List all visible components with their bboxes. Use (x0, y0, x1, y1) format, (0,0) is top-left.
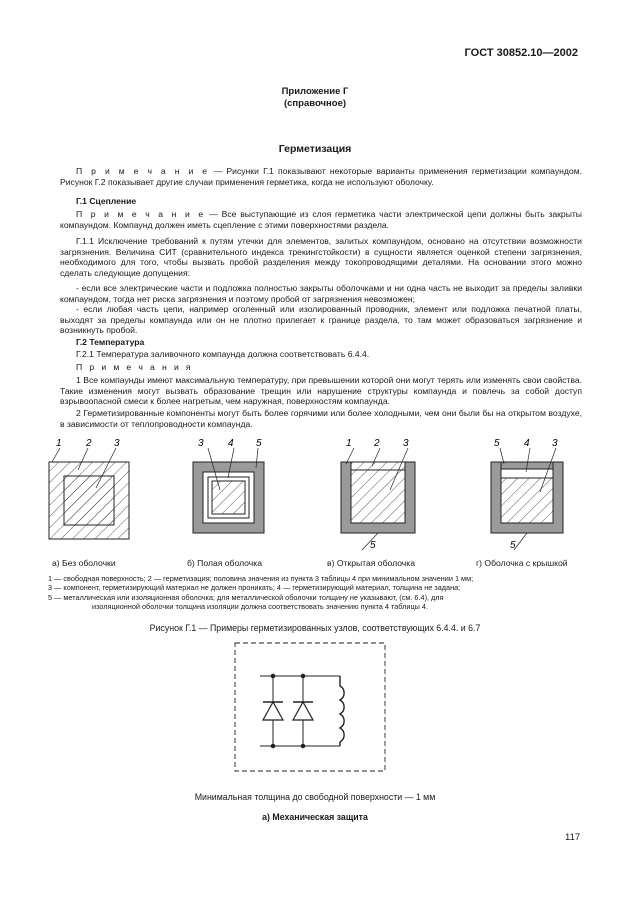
paragraph-g21: Г.2.1 Температура заливочного компаунда должна соответствовать 6.4.4. (76, 349, 370, 359)
label-3: 3 (198, 438, 204, 449)
label-2: 2 (374, 438, 380, 449)
label-5: 5 (494, 438, 500, 449)
section-title: Герметизация (278, 143, 352, 155)
note-2: П р и м е ч а н и е — Все выступающие из слоя герметика части электрической цепи должны быть закрыты компаундом. Компаунд должен иметь сцепление с этими поверхностями раздела. (60, 209, 582, 230)
figure-a-no-enclosure (49, 438, 129, 539)
diode-2-icon (293, 702, 313, 720)
figure-g2-circuit (235, 643, 385, 771)
legend-line: 3 — компонент, герметизирующий материал не должен проникать; 4 — герметизирующий материал, толщина не задана; (48, 583, 461, 593)
page-number: 117 (565, 832, 581, 843)
figure-b-hollow-enclosure (193, 438, 264, 533)
label-1: 1 (56, 438, 62, 449)
figure-g2-title: а) Механическая защита (262, 812, 368, 822)
label-4: 4 (524, 438, 530, 449)
paragraph-g11: Г.1.1 Исключение требований к путям утечки для элементов, залитых компаундом, основано на отсутствии возможности загрязнения. Величина СИТ (сравнительного индекса трекингстойкости) в сущности является оценкой степени загрязнения, необходимого для того, чтобы вызвать пробой разделения между токопроводящими деталями. На основании этого можно сделать следующие допущения: (60, 236, 582, 279)
note-item-2: 2 Герметизированные компоненты могут быть более горячими или более холодными, чем они были бы на открытом воздухе, в зависимости от теплопроводности компаунда. (60, 408, 582, 429)
figure-c-open-enclosure (341, 438, 415, 551)
note-1: П р и м е ч а н и е — Рисунки Г.1 показывают некоторые варианты применения герметизации компаундом. Рисунок Г.2 показывает другие случаи применения герметика, когда не используют оболочку. (60, 166, 582, 187)
caption-d: г) Оболочка с крышкой (476, 558, 568, 568)
annex-title: Приложение Г (281, 86, 349, 97)
standard-number: ГОСТ 30852.10—2002 (464, 47, 578, 59)
label-1: 1 (346, 438, 352, 449)
bullet-2: - если любая часть цепи, например оголенный или изолированный проводник, элемент или подложка печатной платы, выходят за пределы компаунда или он не плотно прилегает к границе раздела, то там может образоваться загрязнение и возникнуть пробой. (60, 304, 582, 336)
annex-kind: (справочное) (283, 98, 347, 109)
figure-g2-subcaption: Минимальная толщина до свободной поверхности — 1 мм (194, 792, 436, 802)
label-3: 3 (403, 438, 409, 449)
bullet-1: - если все электрические части и подложка полностью закрыты оболочками и ни одна часть не выходит за пределы заливки компаундом, тогда нет риска загрязнения и поэтому пробой от загрязнения невозможен; (60, 283, 582, 304)
label-5: 5 (510, 540, 516, 551)
label-5: 5 (370, 540, 376, 551)
figure-legend (48, 574, 586, 612)
figure-g1-caption: Рисунок Г.1 — Примеры герметизированных узлов, соответствующих 6.4.4. и 6.7 (149, 623, 481, 633)
notes-label: П р и м е ч а н и я (76, 362, 193, 372)
caption-a: а) Без оболочки (52, 558, 116, 568)
legend-line: изоляционной оболочки толщина изоляции должна соответствовать значению пункта 4 таблицы 4. (92, 602, 428, 612)
diode-1-icon (263, 702, 283, 720)
label-2: 2 (86, 438, 92, 449)
label-3: 3 (114, 438, 120, 449)
caption-c: в) Открытая оболочка (327, 558, 416, 568)
label-4: 4 (228, 438, 234, 449)
legend-line: 5 — металлическая или изоляционная оболочка; для металлической оболочки толщину не указывают, (см. 6.4), для (48, 592, 444, 602)
heading-g2: Г.2 Температура (76, 337, 145, 347)
heading-g1: Г.1 Сцепление (76, 196, 137, 206)
caption-b: б) Полая оболочка (187, 558, 262, 568)
legend-line: 1 — свободная поверхность; 2 — герметизация; половина значения из пункта 3 таблицы 4 при минимальном значении 1 мм; (48, 574, 474, 583)
label-3: 3 (552, 438, 558, 449)
label-5: 5 (256, 438, 262, 449)
note-item-1: 1 Все компаунды имеют максимальную температуру, при превышении которой они могут терять или изменять свои свойства. Такие изменения могут вызвать образование трещин или нарушение структуры компаунда и повлечь за собой доступ взрывоопасной смеси к более нагретым, чем наружная, поверхностям компаунда. (60, 375, 582, 407)
inductor-icon (340, 676, 344, 746)
figure-d-enclosure-with-lid (491, 438, 563, 551)
